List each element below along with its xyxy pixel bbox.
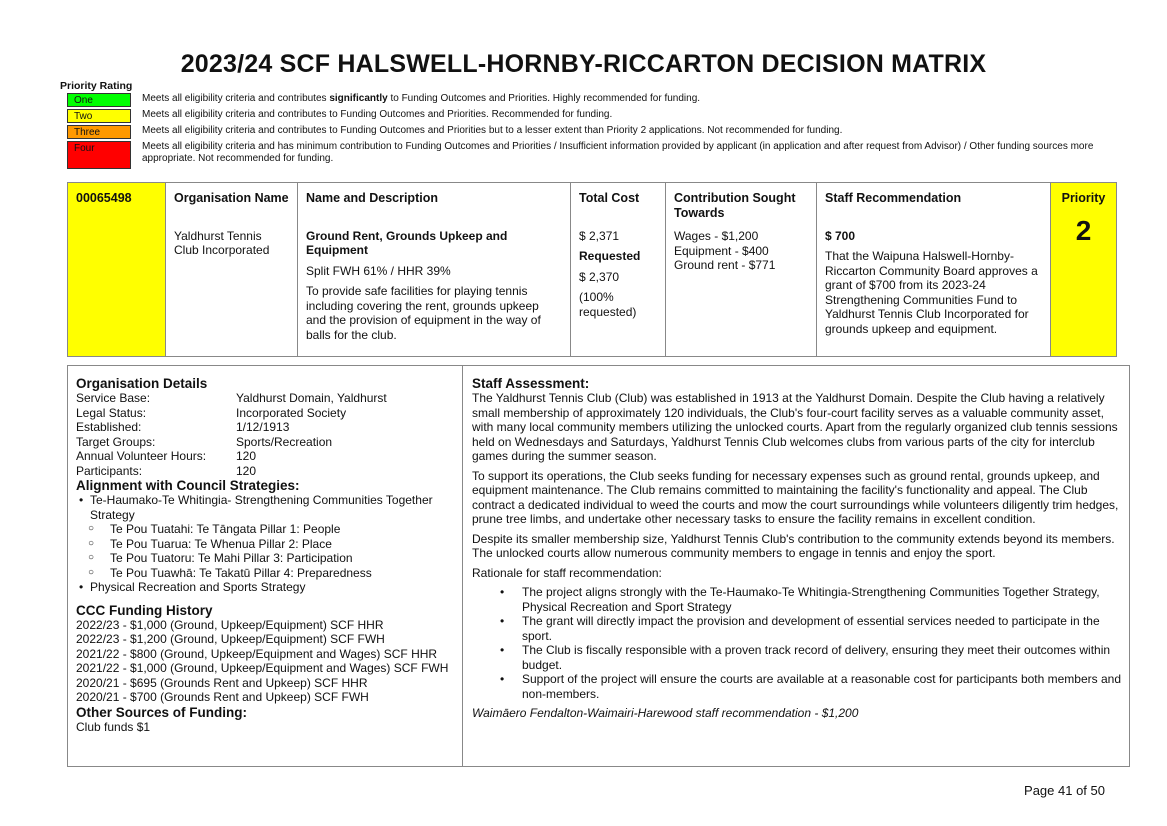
rationale-item: • Support of the project will ensure the courts are available at a reasonable cost for participants both members and non-members. <box>472 672 1121 701</box>
org-details-title: Organisation Details <box>76 376 208 391</box>
funding-history-title: CCC Funding History <box>76 602 213 618</box>
rationale-item: • The grant will directly impact the provision and development of essential services needed to participate in the sport. <box>472 614 1121 643</box>
page-title: 2023/24 SCF HALSWELL-HORNBY-RICCARTON DECISION MATRIX <box>180 50 987 78</box>
alignment-list <box>76 493 454 595</box>
assessment-paragraph: The Yaldhurst Tennis Club (Club) was established in 1913 at the Yaldhurst Domain. Despite the Club having a relatively small membership of approximately 120 individuals, the Club's four-court facility serves as a valuable community asset, with many local community members utilizing the unlocked courts. Apart from the regularly organized club tennis sessions held on Wednesdays and Saturdays, Yaldhurst Tennis Club welcomes clubs from various parts of the city for interclub games during the summer season. <box>472 391 1118 463</box>
priority-desc-two: Meets all eligibility criteria and contributes to Funding Outcomes and Priorities. Recommended for funding. <box>142 109 613 120</box>
funding-split: Split FWH 61% / HHR 39% <box>306 263 451 278</box>
page-number: Page 41 of 50 <box>1024 783 1105 798</box>
org-field: Participants: 120 <box>76 463 257 478</box>
alignment-pillar: ○ Te Pou Tuatoru: Te Mahi Pillar 3: Participation <box>76 551 454 566</box>
contribution-header: Contribution Sought Towards <box>674 191 796 220</box>
priority-cell <box>1051 183 1116 356</box>
org-name-cell <box>166 183 298 356</box>
other-funding-text: Club funds $1 <box>76 719 151 734</box>
contribution-item: Wages - $1,200 <box>674 229 759 243</box>
org-field: Established: 1/12/1913 <box>76 420 290 434</box>
other-funding-title: Other Sources of Funding: <box>76 704 247 720</box>
org-field: Legal Status: Incorporated Society <box>76 405 347 420</box>
rationale-title: Rationale for staff recommendation: <box>472 565 662 580</box>
priority-swatch-three: Three <box>67 125 131 139</box>
funding-history-item: 2022/23 - $1,000 (Ground, Upkeep/Equipment) SCF HHR <box>76 617 384 632</box>
staff-recommendation-cell <box>817 183 1051 356</box>
alignment-title: Alignment with Council Strategies: <box>76 478 300 493</box>
assessment-paragraph: Despite its smaller membership size, Yaldhurst Tennis Club's contribution to the community extends beyond its members. The unlocked courts allow numerous community members to engage in tennis and enjoy the sport. <box>472 531 1115 560</box>
requested-label: Requested <box>579 249 641 263</box>
rationale-item: • The project aligns strongly with the Te-Haumako-Te Whitingia-Strengthening Communities Together Strategy, Physical Recreation and Sport Strategy <box>472 585 1121 614</box>
total-cost: $ 2,371 <box>579 228 620 243</box>
details-section <box>67 365 1130 767</box>
organisation-panel <box>68 366 463 766</box>
alignment-pillar: ○ Te Pou Tuawhā: Te Takatū Pillar 4: Preparedness <box>76 566 454 581</box>
application-id-cell <box>68 183 166 356</box>
priority-desc-one: Meets all eligibility criteria and contributes significantly to Funding Outcomes and Priorities. Highly recommended for funding. <box>142 93 701 104</box>
staff-recommendation-text: That the Waipuna Halswell-Hornby-Riccarton Community Board approves a grant of $700 from its 2023-24 Strengthening Communities Fund to Yaldhurst Tennis Club Incorporated for grounds upkeep and equipment. <box>825 249 1038 336</box>
application-id: 00065498 <box>76 191 132 205</box>
assessment-paragraph: To support its operations, the Club seeks funding for necessary expenses such as ground rental, grounds upkeep, and equipment maintenance. The Club remains committed to maintaining the facility's functionality and appeal. The Club contract a dedicated individual to weed the courts and mow the court surroundings while volunteers diligently trim hedges, prune tree limbs, and undertake other necessary tasks to ensure the facility remains in excellent condition. <box>472 468 1119 526</box>
funding-history-item: 2022/23 - $1,200 (Ground, Upkeep/Equipment) SCF FWH <box>76 632 385 646</box>
alignment-strategy: • Te-Haumako-Te Whitingia- Strengthening Communities Together Strategy <box>76 493 454 522</box>
priority-value: 2 <box>1075 214 1092 246</box>
org-field: Service Base: Yaldhurst Domain, Yaldhurst <box>76 391 387 405</box>
project-description: To provide safe facilities for playing tennis including covering the rent, grounds upkeep and the provision of equipment in the way of balls for the club. <box>306 284 541 342</box>
name-description-cell <box>298 183 571 356</box>
priority-rating-label: Priority Rating <box>60 80 133 92</box>
fwh-recommendation-note: Waimāero Fendalton-Waimairi-Harewood staff recommendation - $1,200 <box>472 706 859 720</box>
funding-history-item: 2021/22 - $800 (Ground, Upkeep/Equipment and Wages) SCF HHR <box>76 646 438 661</box>
alignment-pillar: ○ Te Pou Tuarua: Te Whenua Pillar 2: Place <box>76 537 454 552</box>
total-cost-cell <box>571 183 666 356</box>
project-name: Ground Rent, Grounds Upkeep and Equipment <box>306 228 508 257</box>
rationale-list <box>472 585 1121 701</box>
contribution-item: Ground rent - $771 <box>674 258 776 272</box>
alignment-strategy: • Physical Recreation and Sports Strategy <box>76 580 454 595</box>
staff-recommendation-amount: $ 700 <box>825 228 856 243</box>
rationale-item: • The Club is fiscally responsible with a proven track record of delivery, ensuring they meet their outcomes within budget. <box>472 643 1121 672</box>
priority-desc-four: Meets all eligibility criteria and has minimum contribution to Funding Outcomes and Priorities / Insufficient information provided by applicant (in application and after request from Advisor) / Other funding sources more appropriate. Not recommended for funding. <box>142 141 1094 164</box>
application-table <box>67 182 1117 357</box>
alignment-pillar: ○ Te Pou Tuatahi: Te Tāngata Pillar 1: People <box>76 522 454 537</box>
org-name-header: Organisation Name <box>174 191 289 205</box>
org-name: Yaldhurst Tennis Club Incorporated <box>174 228 270 257</box>
staff-assessment-panel <box>464 366 1129 766</box>
requested-amount: $ 2,370 <box>579 269 620 284</box>
requested-percent: (100% requested) <box>579 290 637 319</box>
priority-swatch-one: One <box>67 93 131 107</box>
contribution-item: Equipment - $400 <box>674 243 769 258</box>
priority-swatch-four: Four <box>67 141 131 169</box>
contribution-cell <box>666 183 817 356</box>
total-cost-header: Total Cost <box>579 191 640 205</box>
org-field: Annual Volunteer Hours: 120 <box>76 449 257 463</box>
priority-desc-three: Meets all eligibility criteria and contributes to Funding Outcomes and Priorities but to a lesser extent than Priority 2 applications. Not recommended for funding. <box>142 125 843 136</box>
org-field: Target Groups: Sports/Recreation <box>76 434 333 449</box>
staff-recommendation-header: Staff Recommendation <box>825 191 962 205</box>
staff-assessment-title: Staff Assessment: <box>472 376 590 391</box>
funding-history-item: 2021/22 - $1,000 (Ground, Upkeep/Equipment and Wages) SCF FWH <box>76 661 449 675</box>
priority-header: Priority <box>1061 191 1106 205</box>
name-description-header: Name and Description <box>306 191 438 205</box>
funding-history-item: 2020/21 - $695 (Grounds Rent and Upkeep) SCF HHR <box>76 675 368 690</box>
funding-history-item: 2020/21 - $700 (Grounds Rent and Upkeep) SCF FWH <box>76 690 369 704</box>
priority-swatch-two: Two <box>67 109 131 123</box>
